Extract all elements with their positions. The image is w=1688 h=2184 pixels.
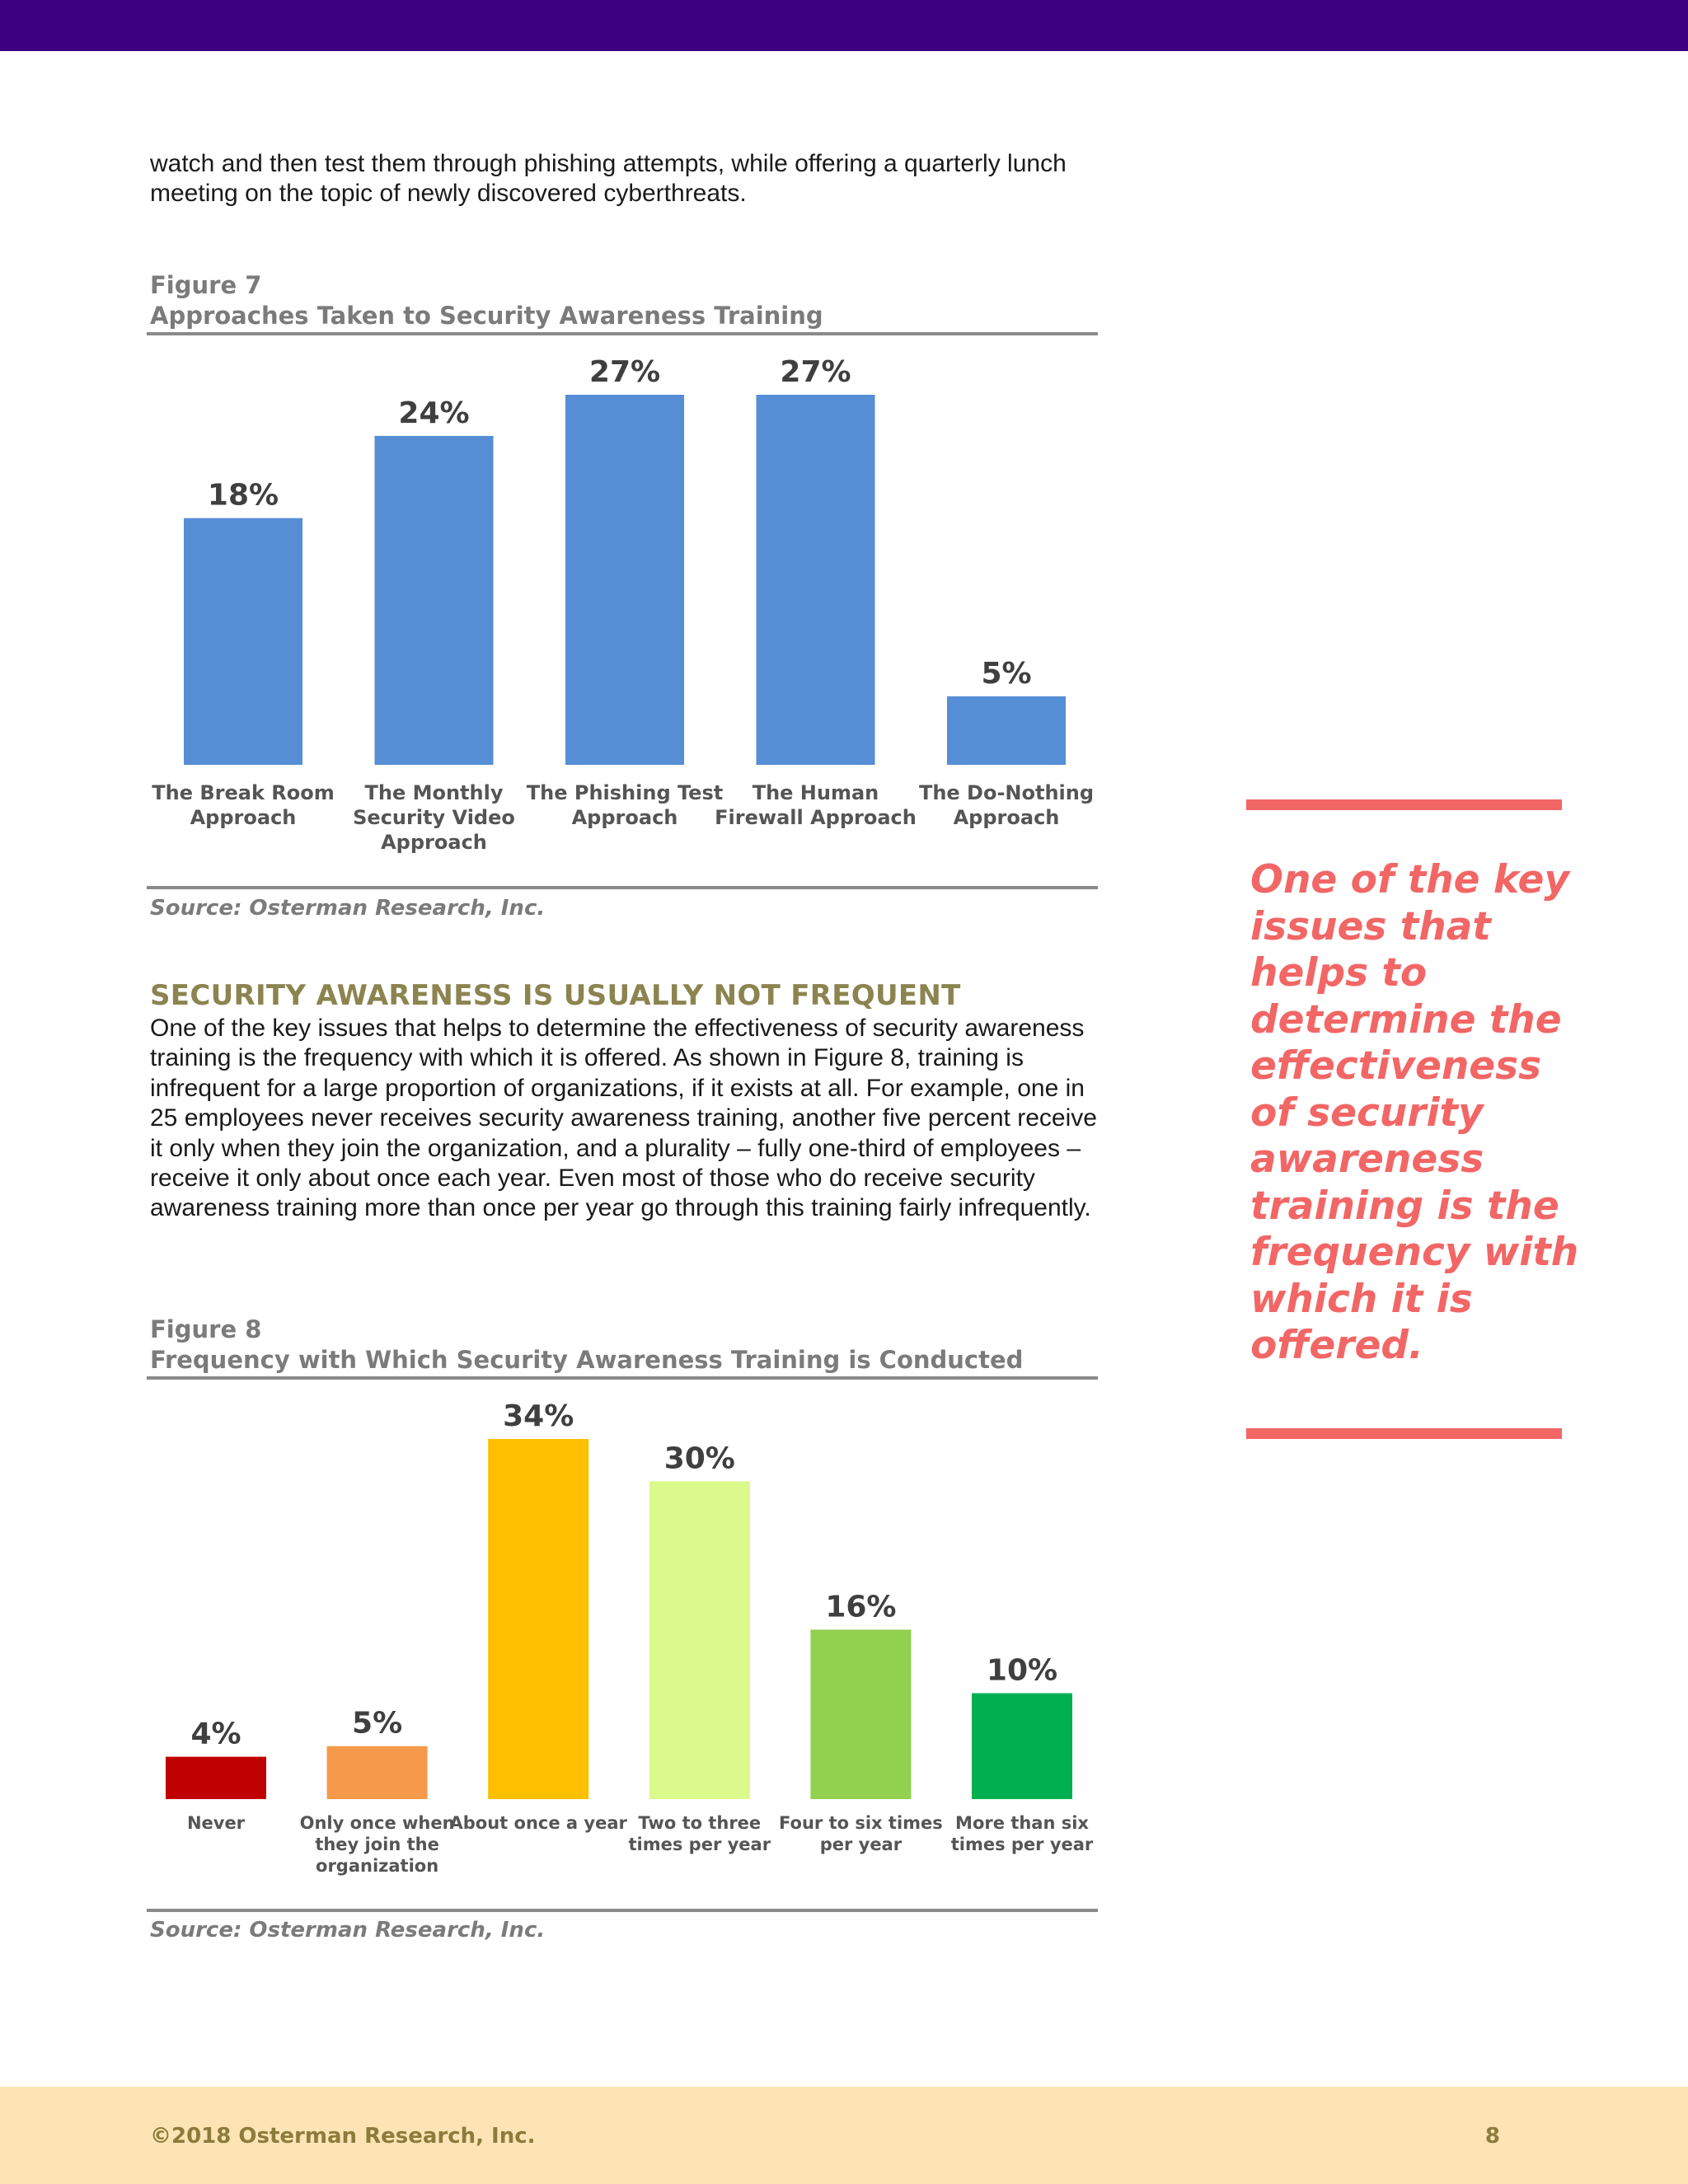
figure7-category-label-4 (715, 781, 917, 829)
figure7-bar-value-4: 27% (780, 355, 851, 389)
figure8-category-label-line: Only once when (299, 1813, 455, 1833)
figure8-top-rule (147, 1376, 1098, 1380)
figure7-bar-chart (147, 346, 1103, 857)
figure7-bar-3 (565, 395, 684, 765)
figure7-bar-value-3: 27% (588, 355, 661, 389)
figure7-category-label-line: The Human (752, 781, 879, 804)
figure7-category-label-line: Approach (381, 831, 487, 854)
intro-paragraph: watch and then test them through phishing attempts, while offering a quarterly lunch meeting on the topic of newly discovered cyberthreats. (150, 150, 1067, 208)
figure8-bar-4 (649, 1481, 750, 1799)
figure8-category-label-2 (300, 1813, 455, 1876)
figure8-bar-chart (147, 1393, 1103, 1887)
figure7-category-label-line: Approach (571, 806, 678, 829)
figure8-bar-1 (166, 1757, 266, 1799)
figure8-category-label-line: About once a year (449, 1813, 627, 1833)
figure8-category-label-line: they join the (315, 1835, 439, 1854)
figure7-bar-value-1: 18% (207, 478, 279, 513)
figure7-category-label-line: The Do-Nothing (918, 781, 1095, 804)
figure7-title: Approaches Taken to Security Awareness Training (150, 302, 823, 330)
figure8-bar-5 (810, 1629, 911, 1799)
figure8-bar-2 (327, 1746, 428, 1799)
figure7-bar-1 (184, 518, 302, 765)
figure8-source: Source: Osterman Research, Inc. (150, 1918, 546, 1943)
figure7-category-label-1 (152, 781, 334, 829)
figure8-bottom-rule (147, 1909, 1098, 1912)
pull-quote: One of the key issues that helps to determine the effectiveness of security awareness training is the frequency with which it is offered. (1250, 857, 1579, 1368)
section-heading: SECURITY AWARENESS IS USUALLY NOT FREQUENT (150, 979, 961, 1012)
figure7-bar-5 (947, 696, 1066, 765)
figure7-bar-4 (757, 395, 875, 765)
figure8-category-label-5 (779, 1813, 943, 1854)
figure8-number: Figure 8 (150, 1315, 262, 1343)
figure8-category-label-line: Two to three (638, 1813, 762, 1833)
figure7-bar-2 (375, 436, 494, 765)
figure8-bar-value-3: 34% (503, 1399, 574, 1433)
pull-quote-top-rule (1246, 799, 1562, 810)
figure7-bar-value-2: 24% (398, 396, 470, 430)
figure8-category-label-3 (450, 1813, 628, 1833)
figure7-bar-value-5: 5% (981, 656, 1032, 691)
figure7-number: Figure 7 (150, 271, 262, 299)
figure7-source: Source: Osterman Research, Inc. (150, 896, 546, 921)
figure8-category-label-6 (951, 1813, 1094, 1854)
figure7-category-label-line: Approach (190, 806, 297, 829)
figure8-category-label-line: More than six (955, 1813, 1089, 1833)
footer-page-number: 8 (1484, 2124, 1500, 2149)
figure8-category-label-1 (187, 1813, 246, 1833)
figure8-bar-value-5: 16% (825, 1590, 897, 1624)
figure8-category-label-line: times per year (628, 1835, 771, 1854)
figure8-category-label-line: organization (316, 1856, 439, 1876)
figure8-bar-3 (488, 1439, 588, 1799)
figure8-title: Frequency with Which Security Awareness Training is Conducted (150, 1346, 1024, 1374)
figure7-category-label-5 (919, 781, 1094, 829)
figure8-category-label-line: times per year (950, 1835, 1094, 1854)
top-color-band (0, 0, 1688, 51)
figure7-category-label-3 (527, 781, 723, 829)
footer-copyright: ©2018 Osterman Research, Inc. (150, 2124, 536, 2149)
figure8-bar-value-4: 30% (663, 1441, 735, 1476)
pull-quote-bottom-rule (1246, 1428, 1562, 1439)
figure8-category-label-line: per year (819, 1835, 903, 1854)
figure7-top-rule (147, 332, 1098, 335)
body-paragraph: One of the key issues that helps to determine the effectiveness of security awareness training is the frequency with which it is offered. As shown in Figure 8, training is infrequent for a large proportion of organizations, if it exists at all. For example, one in 25 employees never receives security awareness training, another five percent receive it only when they join the organization, and a plurality – fully one-third of employees – receive it only about once each year. Even most of those who do receive security awareness training more than once per year go through this training fairly infrequently. (150, 1015, 1097, 1222)
figure7-category-label-line: Security Video (353, 806, 515, 829)
figure8-bar-value-2: 5% (352, 1706, 403, 1741)
figure7-bottom-rule (147, 886, 1098, 889)
figure8-category-label-line: Four to six times (779, 1813, 943, 1833)
figure8-bar-value-1: 4% (190, 1717, 241, 1751)
figure7-category-label-line: The Monthly (364, 781, 504, 804)
figure8-category-label-4 (629, 1813, 771, 1854)
figure7-category-label-2 (353, 781, 515, 854)
figure8-category-label-line: Never (186, 1813, 246, 1833)
figure8-bar-value-6: 10% (986, 1653, 1058, 1688)
figure7-category-label-line: The Break Room (152, 781, 335, 804)
figure7-category-label-line: Approach (953, 806, 1060, 829)
figure8-bar-6 (972, 1693, 1072, 1799)
figure7-category-label-line: Firewall Approach (715, 806, 917, 829)
figure7-category-label-line: The Phishing Test (526, 781, 724, 804)
